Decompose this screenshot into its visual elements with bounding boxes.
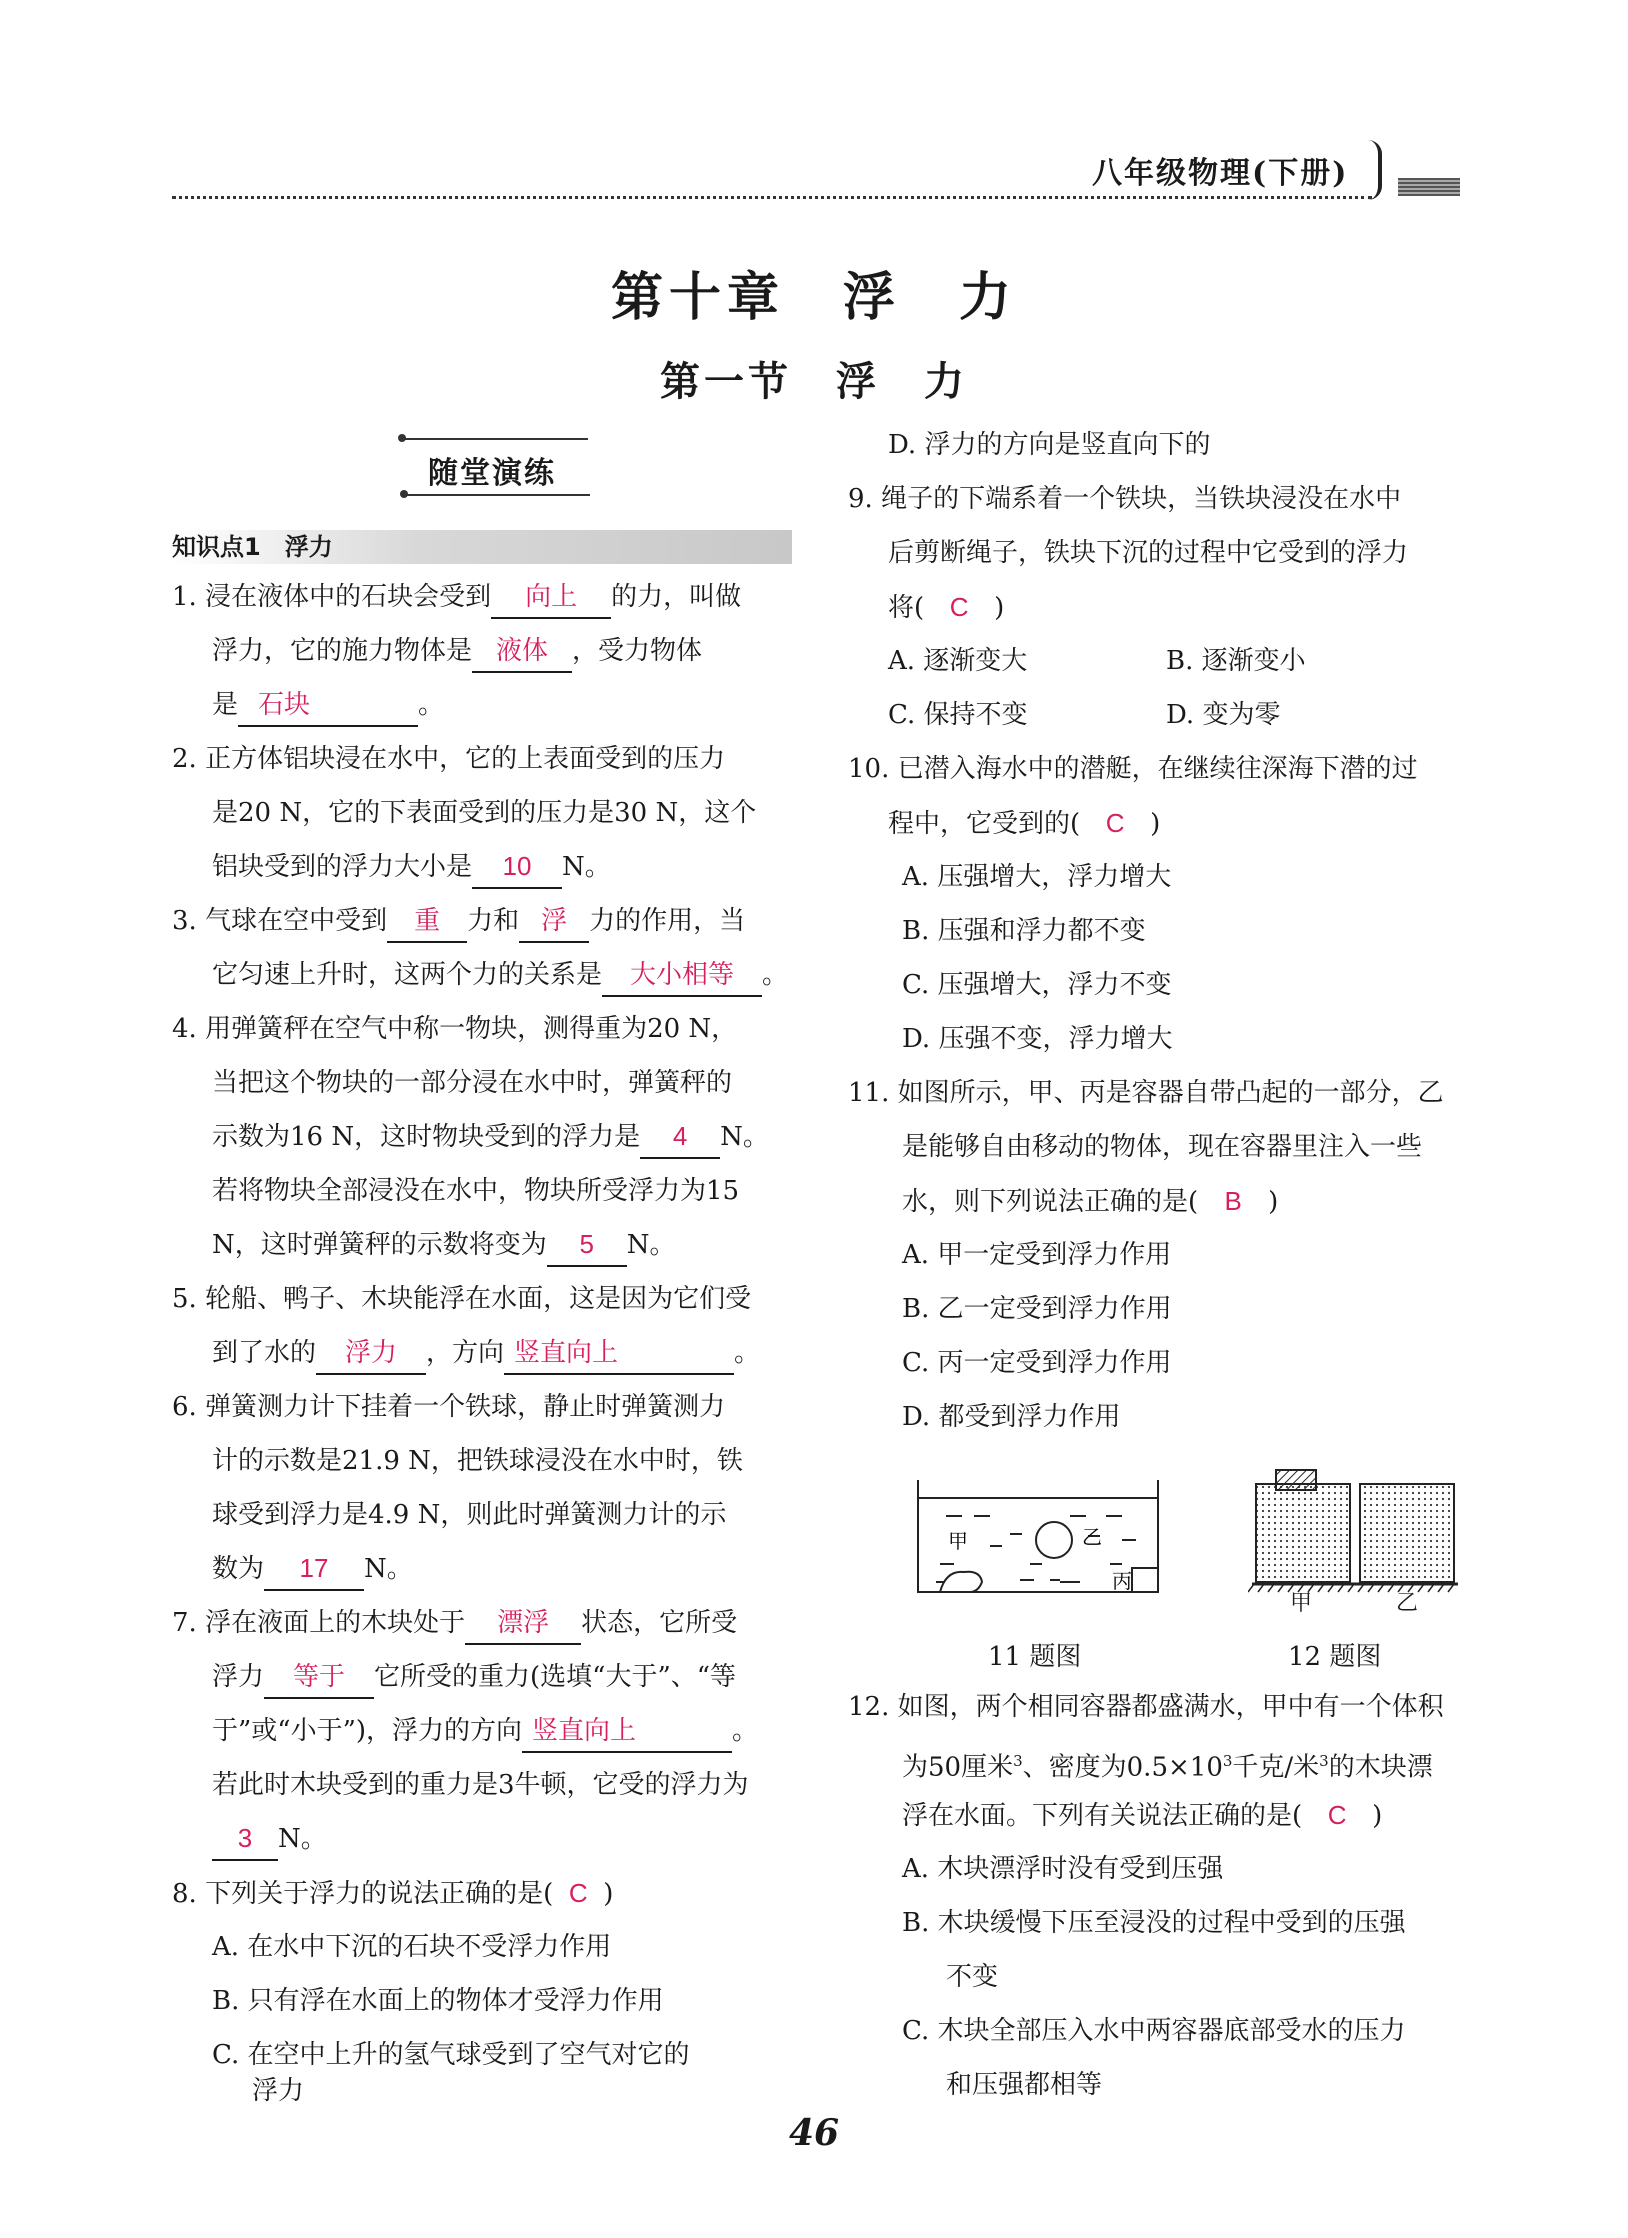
answer-blank: 竖直向上 (514, 1337, 619, 1367)
answer-choice: C (949, 592, 969, 622)
knowledge-point-bar (172, 530, 792, 564)
page-number: 46 (788, 2112, 840, 2154)
badge-label: 随堂演练 (428, 456, 556, 491)
figure-12-diagram (1248, 1460, 1462, 1610)
figure-11-label-yi: 乙 (1082, 1525, 1102, 1549)
answer-blank: 漂浮 (497, 1607, 550, 1637)
header-bracket (1368, 140, 1382, 200)
answer-blank: 浮 (541, 905, 568, 935)
answer-choice: B (1224, 1186, 1242, 1216)
book-title: 八年级物理(下册) (1092, 156, 1349, 191)
question-8-option-d: D. 浮力的方向是竖直向下的 (888, 430, 1211, 460)
figure-12-caption: 12 题图 (1288, 1642, 1382, 1672)
answer-blank: 液体 (496, 635, 549, 665)
badge-dot-icon (398, 434, 406, 442)
answer-blank: 等于 (293, 1661, 346, 1691)
chapter-title: 第十章 浮 力 (610, 267, 1017, 328)
answer-blank: 竖直向上 (532, 1715, 637, 1745)
badge-dot-icon (400, 490, 408, 498)
knowledge-point-label: 知识点1 浮力 (172, 533, 333, 561)
answer-blank: 4 (672, 1121, 688, 1151)
answer-choice: C (1105, 808, 1125, 838)
figure-11-label-bing: 丙 (1112, 1569, 1132, 1593)
answer-blank: 重 (414, 905, 441, 935)
answer-choice: C (1327, 1800, 1347, 1830)
figure-11-caption: 11 题图 (988, 1642, 1082, 1672)
answer-choice: C (568, 1878, 588, 1908)
header-decoration-bar (1398, 178, 1460, 196)
answer-blank: 10 (502, 851, 532, 881)
answer-blank: 石块 (258, 689, 311, 719)
section-title: 第一节 浮 力 (660, 358, 968, 405)
figure-11-label-jia: 甲 (948, 1529, 968, 1553)
answer-blank: 5 (579, 1229, 594, 1259)
badge-bottom-line (404, 494, 590, 496)
answer-blank: 浮力 (345, 1337, 398, 1367)
figure-12-label-yi: 乙 (1396, 1591, 1419, 1616)
badge-top-line (402, 438, 588, 440)
figure-12-label-jia: 甲 (1290, 1591, 1313, 1616)
answer-blank: 大小相等 (630, 959, 735, 989)
answer-blank: 向上 (525, 581, 578, 611)
figure-11-diagram (910, 1470, 1170, 1600)
answer-blank: 3 (237, 1823, 253, 1853)
header-dotted-rule (172, 196, 1372, 199)
answer-blank: 17 (299, 1553, 329, 1583)
